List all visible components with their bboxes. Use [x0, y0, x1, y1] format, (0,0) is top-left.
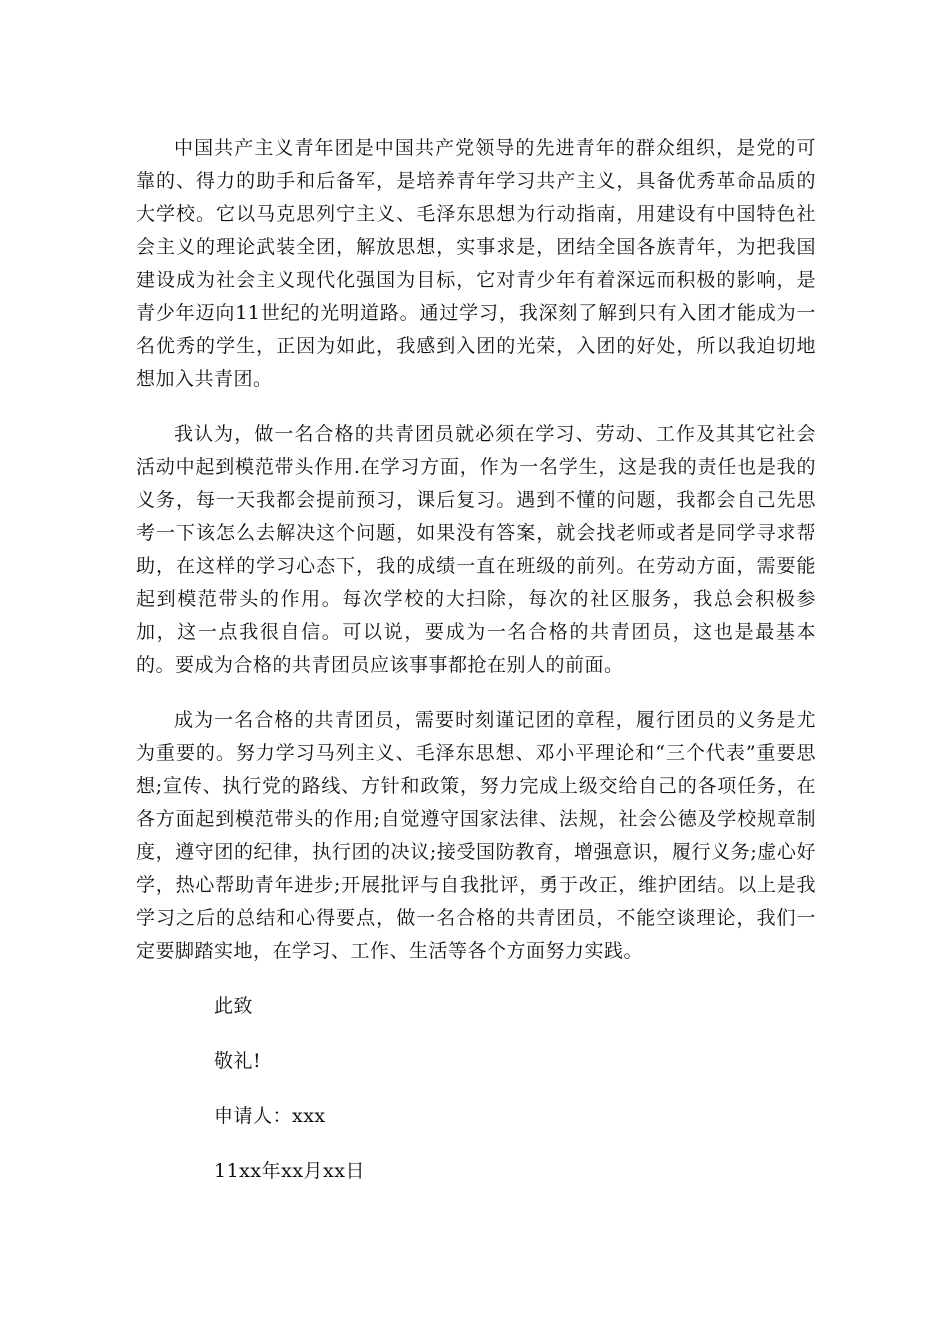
date-line: 11xx年xx月xx日 — [214, 1160, 365, 1182]
paragraph-1: 中国共产主义青年团是中国共产党领导的先进青年的群众组织，是党的可靠的、得力的助手和后备军，是培养青年学习共产主义，具备优秀革命品质的大学校。它以马克思列宁主义、毛泽东思想为行动指南，用建设有中国特色社会主义的理论武装全团，解放思想，实事求是，团结全国各族青年，为把我国建设成为社会主义现代化强国为目标，它对青少年有着深远而积极的影响，是青少年迈向11世纪的光明道路。通过学习，我深刻了解到只有入团才能成为一名优秀的学生，正因为如此，我感到入团的光荣，入团的好处，所以我迫切地想加入共青团。 — [136, 137, 816, 390]
letter-body — [136, 132, 816, 1210]
applicant-line: 申请人：xxx — [214, 1105, 326, 1127]
paragraph-3: 成为一名合格的共青团员，需要时刻谨记团的章程，履行团员的义务是尤为重要的。努力学习马列主义、毛泽东思想、邓小平理论和“三个代表”重要思想;宣传、执行党的路线、方针和政策，努力完成上级交给自己的各项任务，在各方面起到模范带头的作用;自觉遵守国家法律、法规，社会公德及学校规章制度，遵守团的纪律，执行团的决议;接受国防教育，增强意识，履行义务;虚心好学，热心帮助青年进步;开展批评与自我批评，勇于改正，维护团结。以上是我学习之后的总结和心得要点，做一名合格的共青团员，不能空谈理论，我们一定要脚踏实地，在学习、工作、生活等各个方面努力实践。 — [136, 709, 816, 962]
salutation-line: 敬礼! — [214, 1050, 262, 1072]
closing-line: 此致 — [214, 995, 254, 1017]
paragraph-2: 我认为，做一名合格的共青团员就必须在学习、劳动、工作及其其它社会活动中起到模范带头作用.在学习方面，作为一名学生，这是我的责任也是我的义务，每一天我都会提前预习，课后复习。遇到不懂的问题，我都会自己先思考一下该怎么去解决这个问题，如果没有答案，就会找老师或者是同学寻求帮助，在这样的学习心态下，我的成绩一直在班级的前列。在劳动方面，需要能起到模范带头的作用。每次学校的大扫除，每次的社区服务，我总会积极参加，这一点我很自信。可以说，要成为一名合格的共青团员，这也是最基本的。要成为合格的共青团员应该事事都抢在别人的前面。 — [136, 423, 816, 676]
